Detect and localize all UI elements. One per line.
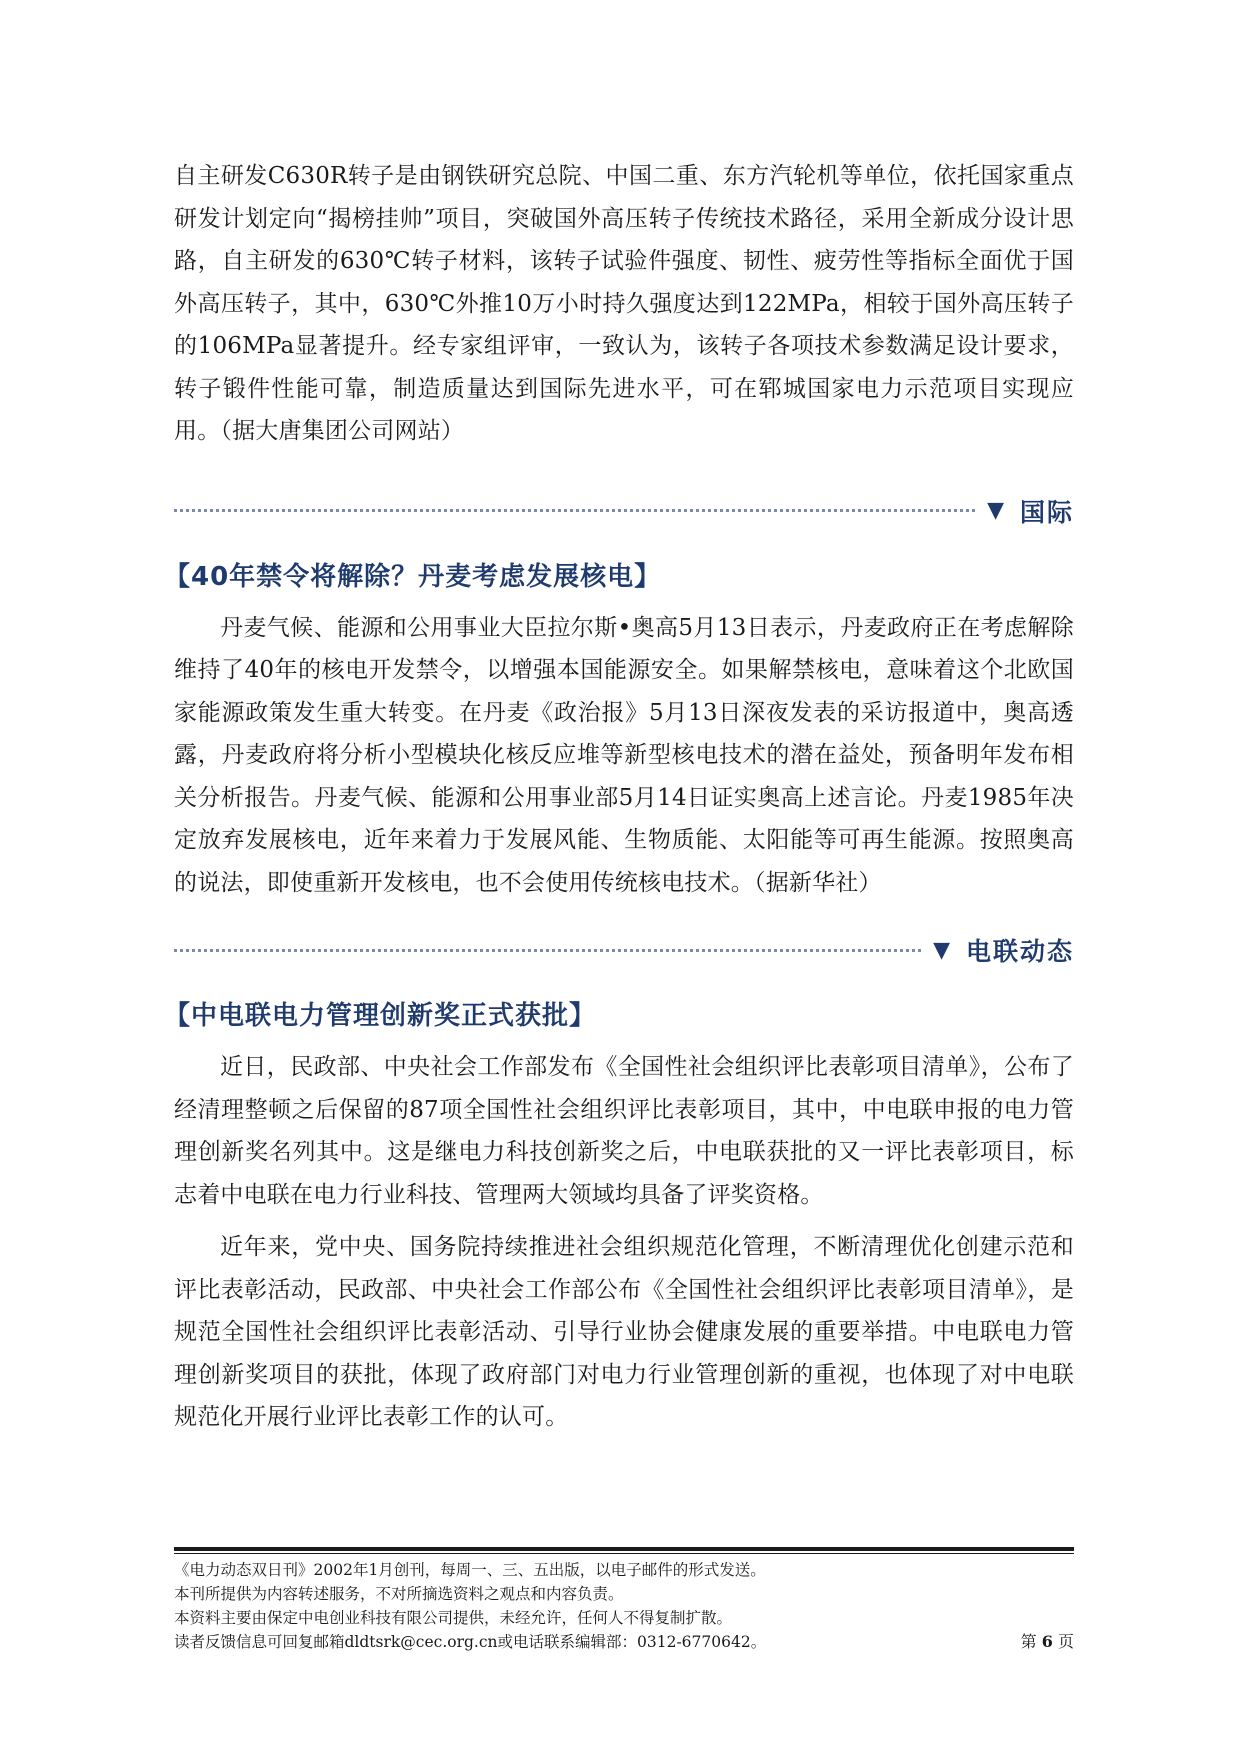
article-paragraph: 近年来，党中央、国务院持续推进社会组织规范化管理，不断清理优化创建示范和评比表彰活动，民政部、中央社会工作部公布《全国性社会组织评比表彰项目清单》，是规范全国性社会组织评比表彰活动、引导行业协会健康发展的重要举措。中电联电力管理创新奖项目的获批，体现了政府部门对电力行业管理创新的重视，也体现了对中电联规范化开展行业评比表彰工作的认可。 <box>174 1234 1074 1430</box>
footer-notes <box>174 1558 1074 1654</box>
page-number: 第 6 页 <box>1020 1632 1074 1651</box>
footer <box>174 1547 1074 1654</box>
dotted-divider <box>174 949 921 952</box>
content-column <box>164 155 1074 1439</box>
dotted-divider <box>174 509 975 512</box>
footer-line: 《电力动态双日刊》2002年1月创刊，每周一、三、五出版，以电子邮件的形式发送。 <box>174 1561 766 1579</box>
footer-contact-line <box>174 1630 1074 1654</box>
footer-rule <box>174 1553 1074 1554</box>
triangle-down-icon: ▼ <box>933 937 950 963</box>
footer-line: 本刊所提供为内容转述服务，不对所摘选资料之观点和内容负责。 <box>174 1585 624 1603</box>
section-header-cec-news <box>174 930 1074 970</box>
article-headline: 【40年禁令将解除？丹麦考虑发展核电】 <box>164 561 662 592</box>
section-label: 电联动态 <box>965 937 1074 966</box>
article-paragraph: 丹麦气候、能源和公用事业大臣拉尔斯•奥高5月13日表示，丹麦政府正在考虑解除维持了40年的核电开发禁令，以增强本国能源安全。如果解禁核电，意味着这个北欧国家能源政策发生重大转变。在丹麦《政治报》5月13日深夜发表的采访报道中，奥高透露，丹麦政府将分析小型模块化核反应堆等新型核电技术的潜在益处，预备明年发布相关分析报告。丹麦气候、能源和公用事业部5月14日证实奥高上述言论。丹麦1985年决定放弃发展核电，近年来着力于发展风能、生物质能、太阳能等可再生能源。按照奥高的说法，即使重新开发核电，也不会使用传统核电技术。（据新华社） <box>174 614 1074 896</box>
section-label: 国际 <box>1019 497 1074 527</box>
article-headline: 【中电联电力管理创新奖正式获批】 <box>164 1001 597 1031</box>
footer-line: 本资料主要由保定中电创业科技有限公司提供，未经允许，任何人不得复制扩散。 <box>174 1609 733 1627</box>
section-header-international <box>174 491 1074 531</box>
triangle-down-icon: ▼ <box>987 498 1004 523</box>
article-paragraph: 近日，民政部、中央社会工作部发布《全国性社会组织评比表彰项目清单》，公布了经清理整顿之后保留的87项全国性社会组织评比表彰项目，其中，中电联申报的电力管理创新奖名列其中。这是继电力科技创新奖之后，中电联获批的又一评比表彰项目，标志着中电联在电力行业科技、管理两大领域均具备了评奖资格。 <box>174 1054 1074 1208</box>
article-continuation: 自主研发C630R转子是由钢铁研究总院、中国二重、东方汽轮机等单位，依托国家重点研发计划定向“揭榜挂帅”项目，突破国外高压转子传统技术路径，采用全新成分设计思路，自主研发的630℃转子材料，该转子试验件强度、韧性、疲劳性等指标全面优于国外高压转子，其中，630℃外推10万小时持久强度达到122MPa，相较于国外高压转子的106MPa显著提升。经专家组评审，一致认为，该转子各项技术参数满足设计要求，转子锻件性能可靠，制造质量达到国际先进水平，可在郓城国家电力示范项目实现应用。（据大唐集团公司网站） <box>174 163 1074 444</box>
footer-line: 读者反馈信息可回复邮箱dldtsrk@cec.org.cn或电话联系编辑部：0312-6770642。 <box>174 1633 767 1651</box>
footer-rule <box>174 1547 1074 1551</box>
